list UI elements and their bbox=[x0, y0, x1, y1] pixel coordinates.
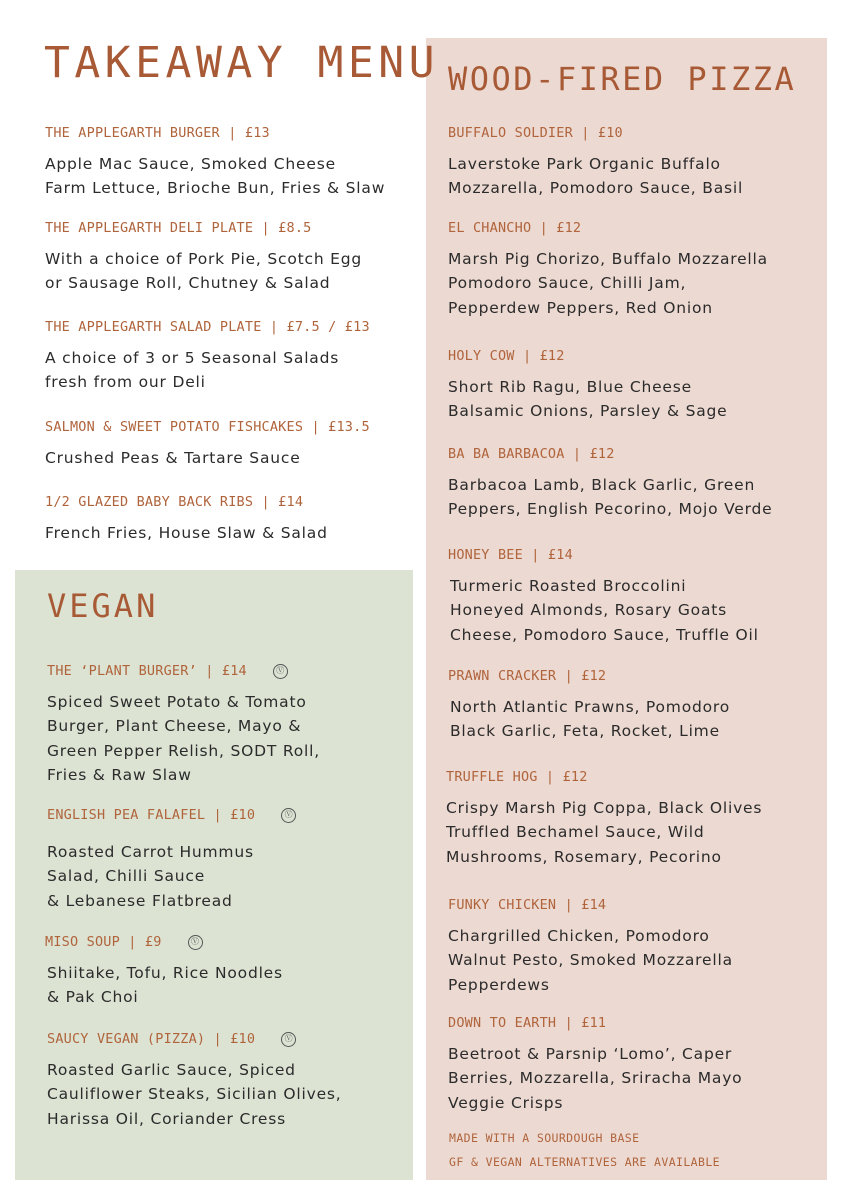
item-description bbox=[448, 473, 773, 522]
description-line: Honeyed Almonds, Rosary Goats bbox=[450, 601, 728, 620]
pizza-title: WOOD-FIRED PIZZA bbox=[448, 60, 797, 98]
item-description bbox=[448, 152, 743, 201]
description-line: or Sausage Roll, Chutney & Salad bbox=[45, 274, 331, 293]
item-heading bbox=[45, 931, 283, 953]
pizza-item bbox=[448, 443, 773, 522]
description-line: fresh from our Deli bbox=[45, 373, 206, 392]
description-line: Barbacoa Lamb, Black Garlic, Green bbox=[448, 476, 756, 494]
vegan-item bbox=[45, 931, 283, 1010]
item-description bbox=[448, 924, 733, 997]
item-description bbox=[47, 840, 296, 913]
item-heading bbox=[45, 122, 385, 144]
description-line: Spiced Sweet Potato & Tomato bbox=[47, 693, 307, 711]
item-name: HONEY BEE | £14 bbox=[448, 547, 573, 563]
item-heading bbox=[448, 217, 768, 239]
item-description bbox=[448, 247, 768, 320]
description-line: Pepperdews bbox=[448, 975, 550, 994]
item-name: MISO SOUP | £9 bbox=[45, 934, 162, 950]
pizza-item bbox=[448, 345, 728, 424]
item-heading bbox=[448, 443, 773, 465]
vegan-icon: Ⓥ bbox=[281, 1032, 296, 1047]
item-name: THE APPLEGARTH DELI PLATE | £8.5 bbox=[45, 220, 312, 236]
vegan-item bbox=[47, 660, 320, 787]
description-line: Crispy Marsh Pig Coppa, Black Olives bbox=[446, 799, 763, 817]
vegan-title: VEGAN bbox=[47, 587, 159, 625]
description-line: Beetroot & Parsnip ‘Lomo’, Caper bbox=[448, 1045, 733, 1063]
description-line: Shiitake, Tofu, Rice Noodles bbox=[47, 964, 283, 982]
item-name: HOLY COW | £12 bbox=[448, 348, 565, 364]
item-name: 1/2 GLAZED BABY BACK RIBS | £14 bbox=[45, 494, 304, 510]
item-heading bbox=[45, 316, 370, 338]
description-line: Harissa Oil, Coriander Cress bbox=[47, 1109, 286, 1128]
description-line: Farm Lettuce, Brioche Bun, Fries & Slaw bbox=[45, 179, 386, 198]
description-line: Short Rib Ragu, Blue Cheese bbox=[448, 378, 692, 396]
description-line: Pomodoro Sauce, Chilli Jam, bbox=[448, 274, 687, 293]
vegan-icon: Ⓥ bbox=[281, 808, 296, 823]
menu-item bbox=[45, 122, 385, 201]
menu-item bbox=[45, 316, 370, 395]
item-heading bbox=[448, 122, 743, 144]
description-line: Apple Mac Sauce, Smoked Cheese bbox=[45, 155, 336, 173]
description-line: & Lebanese Flatbread bbox=[47, 891, 233, 910]
description-line: Black Garlic, Feta, Rocket, Lime bbox=[450, 722, 720, 741]
vegan-item bbox=[47, 804, 296, 913]
item-heading bbox=[448, 544, 759, 566]
description-line: A choice of 3 or 5 Seasonal Salads bbox=[45, 349, 340, 367]
vegan-icon: Ⓥ bbox=[188, 935, 203, 950]
description-line: Mushrooms, Rosemary, Pecorino bbox=[446, 847, 722, 866]
menu-item bbox=[45, 217, 362, 296]
item-name: SAUCY VEGAN (PIZZA) | £10 bbox=[47, 1031, 256, 1047]
description-line: Walnut Pesto, Smoked Mozzarella bbox=[448, 951, 733, 970]
item-description bbox=[45, 247, 362, 296]
item-description bbox=[448, 695, 730, 744]
description-line: Burger, Plant Cheese, Mayo & bbox=[47, 717, 302, 736]
item-description bbox=[448, 574, 759, 647]
menu-item bbox=[45, 491, 328, 545]
description-line: Berries, Mozzarella, Sriracha Mayo bbox=[448, 1069, 743, 1088]
description-line: Green Pepper Relish, SODT Roll, bbox=[47, 741, 320, 760]
item-description bbox=[45, 152, 385, 201]
item-name: FUNKY CHICKEN | £14 bbox=[448, 897, 607, 913]
description-line: Fries & Raw Slaw bbox=[47, 765, 192, 784]
description-line: & Pak Choi bbox=[47, 988, 139, 1007]
item-description bbox=[446, 796, 762, 869]
description-line: Chargrilled Chicken, Pomodoro bbox=[448, 927, 710, 945]
item-name: DOWN TO EARTH | £11 bbox=[448, 1015, 607, 1031]
description-line: Marsh Pig Chorizo, Buffalo Mozzarella bbox=[448, 250, 768, 268]
item-heading bbox=[448, 665, 730, 687]
item-description bbox=[47, 690, 320, 787]
description-line: Balsamic Onions, Parsley & Sage bbox=[448, 402, 728, 421]
item-name: THE ‘PLANT BURGER’ | £14 bbox=[47, 663, 247, 679]
item-heading bbox=[448, 894, 733, 916]
description-line: Veggie Crisps bbox=[448, 1093, 564, 1112]
description-line: Roasted Garlic Sauce, Spiced bbox=[47, 1061, 296, 1079]
item-name: BA BA BARBACOA | £12 bbox=[448, 446, 615, 462]
menu-title: TAKEAWAY MENU bbox=[44, 38, 440, 88]
item-name: PRAWN CRACKER | £12 bbox=[448, 668, 607, 684]
item-heading bbox=[45, 416, 370, 438]
item-heading bbox=[448, 345, 728, 367]
description-line: Crushed Peas & Tartare Sauce bbox=[45, 449, 301, 467]
description-line: Cheese, Pomodoro Sauce, Truffle Oil bbox=[450, 625, 759, 644]
item-description bbox=[45, 521, 328, 545]
item-name: ENGLISH PEA FALAFEL | £10 bbox=[47, 807, 256, 823]
description-line: Pepperdew Peppers, Red Onion bbox=[448, 298, 713, 317]
item-heading bbox=[47, 1028, 342, 1050]
menu-item bbox=[45, 416, 370, 470]
description-line: Roasted Carrot Hummus bbox=[47, 843, 254, 861]
item-heading bbox=[47, 804, 296, 826]
item-heading bbox=[446, 766, 762, 788]
vegan-item bbox=[47, 1028, 342, 1131]
description-line: Cauliflower Steaks, Sicilian Olives, bbox=[47, 1085, 342, 1104]
description-line: Salad, Chilli Sauce bbox=[47, 867, 206, 886]
description-line: With a choice of Pork Pie, Scotch Egg bbox=[45, 250, 363, 268]
pizza-item bbox=[448, 544, 759, 647]
alternatives-note: GF & VEGAN ALTERNATIVES ARE AVAILABLE bbox=[449, 1155, 720, 1169]
description-line: Turmeric Roasted Broccolini bbox=[450, 577, 687, 595]
item-name: SALMON & SWEET POTATO FISHCAKES | £13.5 bbox=[45, 419, 370, 435]
pizza-item bbox=[448, 894, 733, 997]
item-heading bbox=[45, 491, 328, 513]
sourdough-note: MADE WITH A SOURDOUGH BASE bbox=[449, 1131, 640, 1145]
item-name: BUFFALO SOLDIER | £10 bbox=[448, 125, 623, 141]
item-description bbox=[47, 1058, 342, 1131]
pizza-item bbox=[446, 766, 762, 869]
pizza-item bbox=[448, 665, 730, 744]
item-heading bbox=[45, 217, 362, 239]
description-line: Laverstoke Park Organic Buffalo bbox=[448, 155, 721, 173]
item-description bbox=[448, 1042, 742, 1115]
pizza-item bbox=[448, 122, 743, 201]
description-line: North Atlantic Prawns, Pomodoro bbox=[450, 698, 731, 716]
vegan-icon: Ⓥ bbox=[273, 664, 288, 679]
item-heading bbox=[47, 660, 320, 682]
pizza-item bbox=[448, 217, 768, 320]
item-description bbox=[45, 346, 370, 395]
item-name: TRUFFLE HOG | £12 bbox=[446, 769, 588, 785]
item-name: EL CHANCHO | £12 bbox=[448, 220, 582, 236]
item-name: THE APPLEGARTH BURGER | £13 bbox=[45, 125, 270, 141]
description-line: French Fries, House Slaw & Salad bbox=[45, 524, 328, 542]
item-description bbox=[45, 961, 283, 1010]
item-heading bbox=[448, 1012, 742, 1034]
description-line: Truffled Bechamel Sauce, Wild bbox=[446, 823, 705, 842]
item-description bbox=[448, 375, 728, 424]
pizza-item bbox=[448, 1012, 742, 1115]
description-line: Mozzarella, Pomodoro Sauce, Basil bbox=[448, 179, 744, 198]
item-description bbox=[45, 446, 370, 470]
description-line: Peppers, English Pecorino, Mojo Verde bbox=[448, 500, 773, 519]
item-name: THE APPLEGARTH SALAD PLATE | £7.5 / £13 bbox=[45, 319, 370, 335]
